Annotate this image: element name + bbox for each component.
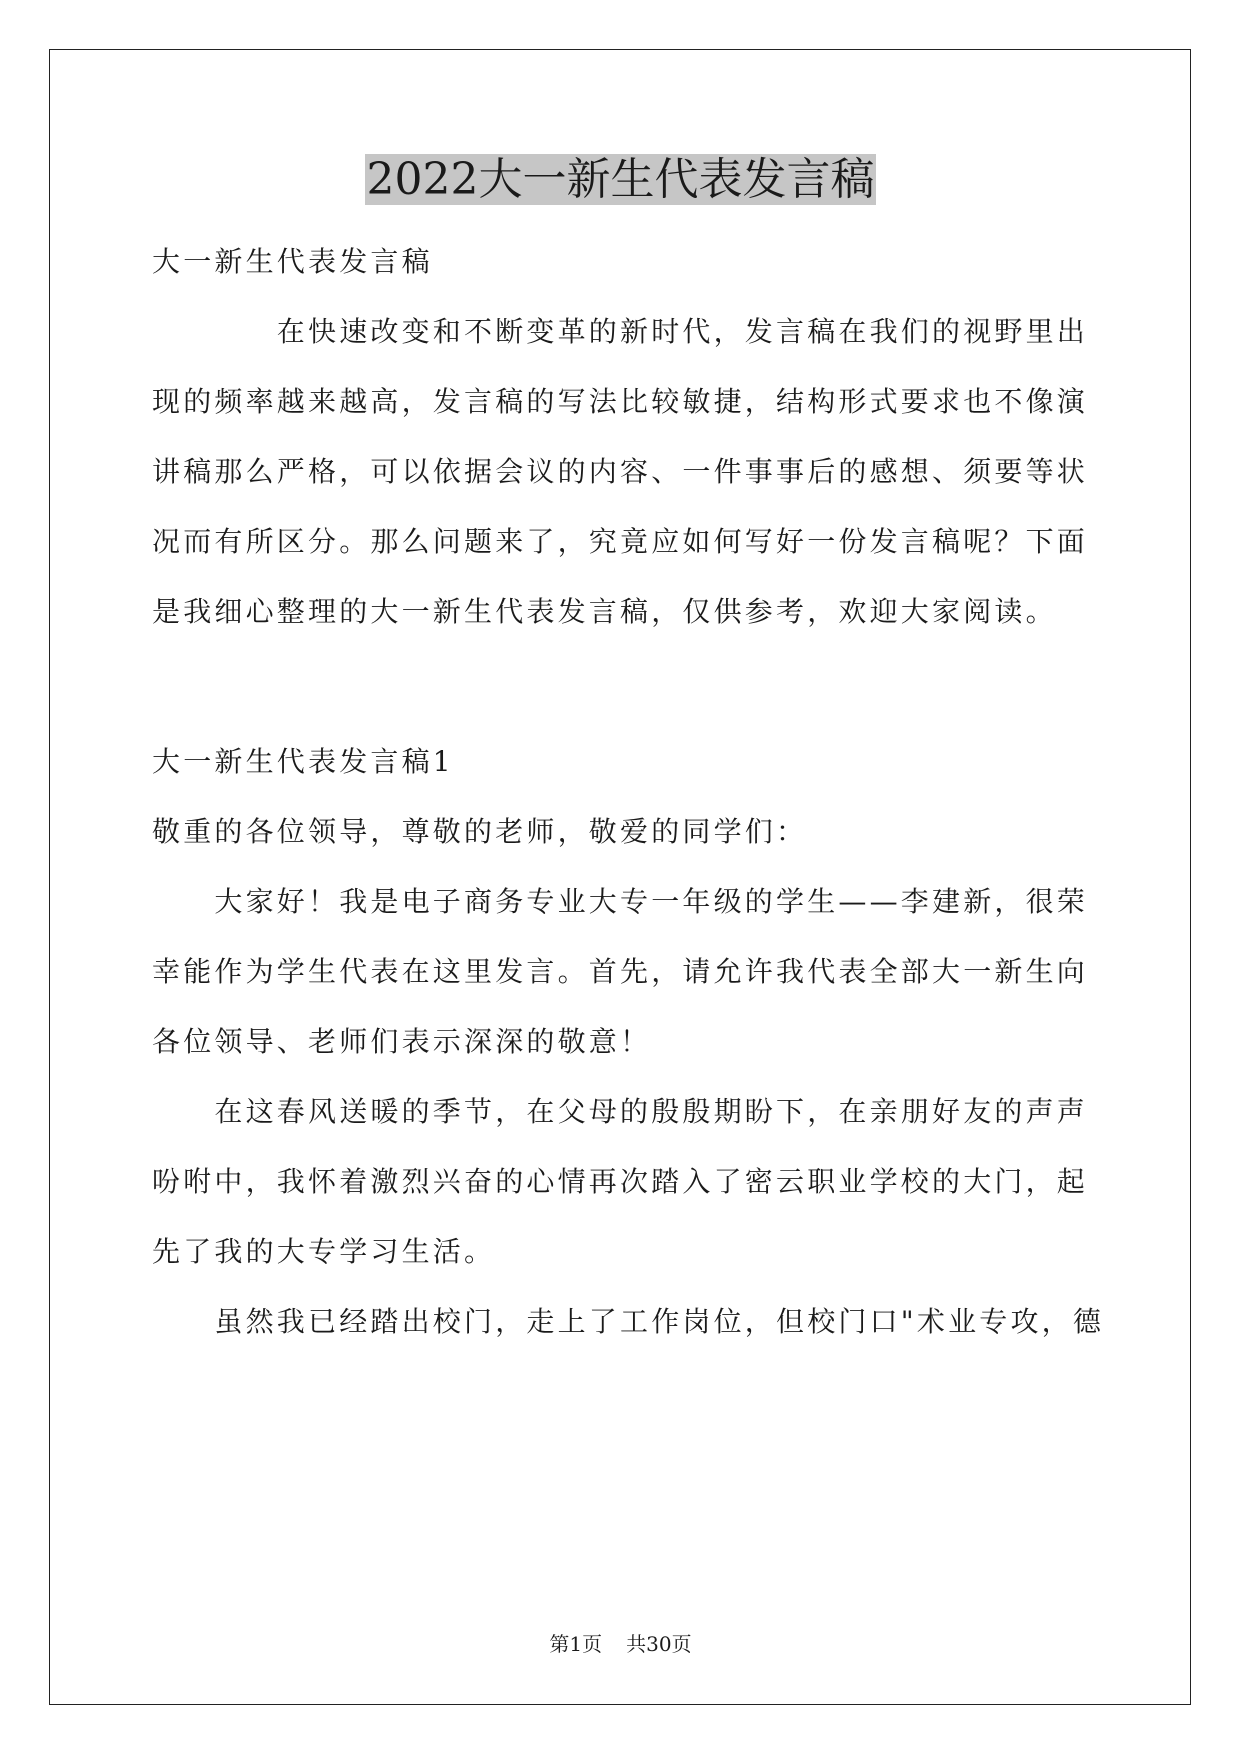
page-total: 共30页 [626, 1632, 692, 1656]
paragraph-line: 幸能作为学生代表在这里发言。首先，请允许我代表全部大一新生向 [152, 955, 1089, 988]
paragraph-line: 先了我的大专学习生活。 [152, 1235, 496, 1268]
page-footer [0, 1630, 1241, 1658]
paragraph-line: 在这春风送暖的季节，在父母的殷殷期盼下，在亲朋好友的声声 [152, 1095, 1089, 1128]
section-heading: 大一新生代表发言稿1 [152, 745, 454, 778]
paragraph-line: 各位领导、老师们表示深深的敬意！ [152, 1025, 652, 1058]
paragraph-line: 况而有所区分。那么问题来了，究竟应如何写好一份发言稿呢？下面 [152, 525, 1089, 558]
paragraph-line: 大家好！我是电子商务专业大专一年级的学生——李建新，很荣 [152, 885, 1089, 918]
paragraph-line: 在快速改变和不断变革的新时代，发言稿在我们的视野里出 [152, 315, 1089, 348]
salutation: 敬重的各位领导，尊敬的老师，敬爱的同学们： [152, 815, 808, 848]
page-border [49, 49, 1191, 1705]
page-number: 第1页 [549, 1632, 603, 1656]
subtitle: 大一新生代表发言稿 [152, 245, 433, 278]
document-title: 2022大一新生代表发言稿 [366, 154, 875, 205]
paragraph-line: 现的频率越来越高，发言稿的写法比较敏捷，结构形式要求也不像演 [152, 385, 1089, 418]
paragraph-line: 是我细心整理的大一新生代表发言稿，仅供参考，欢迎大家阅读。 [152, 595, 1057, 628]
paragraph-line: 吩咐中，我怀着激烈兴奋的心情再次踏入了密云职业学校的大门，起 [152, 1165, 1089, 1198]
paragraph-line: 讲稿那么严格，可以依据会议的内容、一件事事后的感想、须要等状 [152, 455, 1089, 488]
paragraph-line: 虽然我已经踏出校门，走上了工作岗位，但校门口"术业专攻，德 [152, 1305, 1105, 1338]
